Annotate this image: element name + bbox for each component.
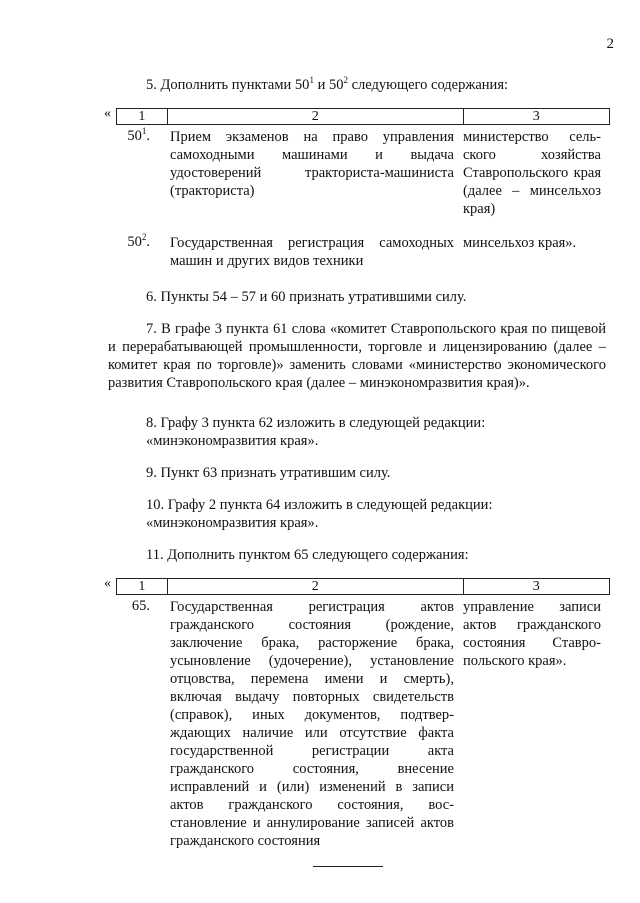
row-50-2-number: $50^2$.: [127, 232, 150, 250]
row-65-authority: управление записи актов гражданского состояния Ставро-польского края».: [463, 599, 601, 669]
table-2-header-col-2: 2: [168, 579, 464, 594]
row-50-2-authority: минсельхоз края».: [463, 235, 577, 251]
row-50-1-number: $50^1$.: [127, 126, 150, 144]
row-50-1-authority: министерство сель-ского хозяйства Ставропольского края (далее – минсельхоз края): [463, 129, 601, 217]
item-7: 7. В графе 3 пункта 61 слова «комитет Ставропольского края по пищевой и перерабатывающей промышленности, торговле и лицензированию (далее – комитет края по торговле)» заменить словами «министерство экономического развития Ставропольского края (далее – минэкономразвития края)».: [108, 321, 606, 391]
item-6: 6. Пункты 54 – 57 и 60 признать утратившими силу.: [146, 289, 467, 305]
table-2-header-col-3: 3: [532, 579, 540, 594]
item-8: [146, 414, 606, 450]
item-5-heading: 5. Дополнить пунктами $50^1$ и $50^2$ следующего содержания:: [146, 75, 509, 93]
page-number: 2: [606, 36, 614, 52]
row-50-2-service: Государственная регистрация самоходных машин и других видов техники: [170, 235, 454, 269]
item-10: [146, 496, 606, 532]
end-rule: [313, 866, 383, 867]
item-10-line-2: «минэкономразвития края».: [146, 515, 319, 531]
row-65-number: 65.: [131, 598, 150, 614]
item-10-line-1: 10. Графу 2 пункта 64 изложить в следующей редакции:: [146, 497, 493, 513]
item-9: 9. Пункт 63 признать утратившим силу.: [146, 465, 391, 481]
table-2-header: [116, 578, 610, 595]
table-1-open-quote: «: [104, 106, 111, 121]
table-1-header-col-1: 1: [117, 109, 168, 124]
table-1-header-col-3: 3: [532, 109, 540, 124]
table-2-open-quote: «: [104, 576, 111, 591]
row-65-service: Государственная регистрация актов гражданского состояния (рождение, заключение брака, расторжение брака, усыновление (удочерение), установление отцовства, перемена имени и смерть), включая выдачу повторных свидетельств (справок), иных документов, подтвер-ждающих наличие или отсутствие факта государственной регистрации акта гражданского состояния, внесение исправлений и (или) изменений в записи актов гражданского состояния, вос-становление и аннулирование записей актов гражданского состояния: [170, 599, 454, 849]
table-2-header-col-1: 1: [117, 579, 168, 594]
row-50-1-service: Прием экзаменов на право управления самоходными машинами и выдача удостоверений тракториста-машиниста (тракториста): [170, 129, 454, 199]
item-11: 11. Дополнить пунктом 65 следующего содержания:: [146, 547, 469, 563]
item-8-line-1: 8. Графу 3 пункта 62 изложить в следующей редакции:: [146, 415, 486, 431]
table-1-header-col-2: 2: [168, 109, 464, 124]
table-1-header: [116, 108, 610, 125]
item-8-line-2: «минэкономразвития края».: [146, 433, 319, 449]
